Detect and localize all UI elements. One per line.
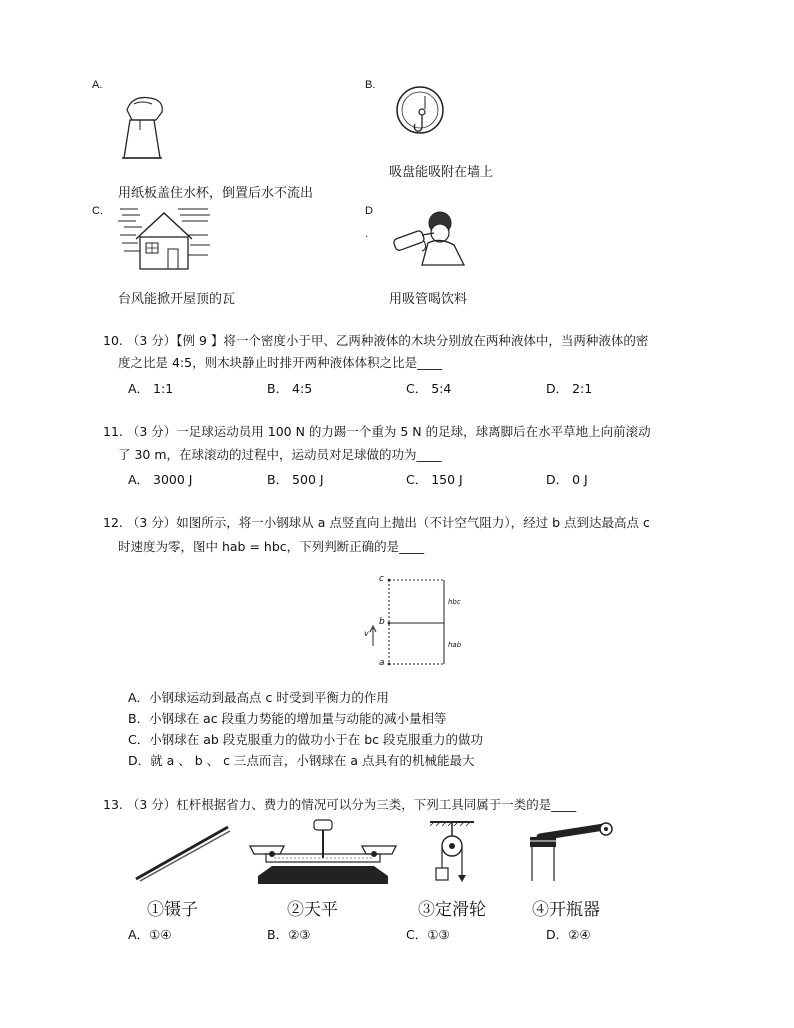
- balance-illustration: [244, 818, 404, 892]
- q11-option-b[interactable]: B． 500 J: [267, 472, 324, 487]
- point-b-label: b: [379, 617, 385, 627]
- tweezers-illustration: [130, 823, 236, 885]
- inverted-cup-illustration: [112, 90, 172, 162]
- point-c-label: c: [379, 574, 384, 584]
- option-a-caption: 用纸板盖住水杯，倒置后水不流出: [118, 186, 314, 201]
- q11-option-d[interactable]: D． 0 J: [546, 472, 588, 487]
- q10-text-line1: 10. （3 分）【例 9 】将一个密度小于甲、乙两种液体的木块分别放在两种液体中，当两种液体的密: [103, 333, 649, 348]
- fixed-pulley-illustration: [428, 820, 478, 886]
- q12-figure: [360, 574, 470, 670]
- suction-cup-illustration: [395, 82, 445, 142]
- bottle-opener-illustration: [520, 823, 620, 885]
- q10-option-b[interactable]: B． 4:5: [267, 381, 313, 396]
- q12-text-line2: 时速度为零，图中 hab = hbc，下列判断正确的是____: [118, 539, 425, 554]
- q13-text-line1: 13. （3 分）杠杆根据省力、费力的情况可以分为三类，下列工具同属于一类的是____: [103, 797, 577, 812]
- q13-options: [0, 925, 794, 943]
- q10-options: [0, 379, 794, 397]
- point-a-label: a: [379, 658, 385, 668]
- q12-text-line1: 12. （3 分）如图所示，将一小钢球从 a 点竖直向上抛出（不计空气阻力），经过 b 点到达最高点 c: [103, 515, 650, 530]
- drinking-straw-illustration: [388, 205, 478, 270]
- q12-option-a[interactable]: A．小钢球运动到最高点 c 时受到平衡力的作用: [128, 690, 389, 705]
- option-b-letter: B.: [365, 79, 376, 91]
- q10-option-d[interactable]: D． 2:1: [546, 381, 593, 396]
- q11-text-line2: 了 30 m，在球滚动的过程中，运动员对足球做的功为____: [118, 447, 442, 462]
- option-c-caption: 台风能掀开屋顶的瓦: [118, 292, 236, 307]
- velocity-label: v: [364, 629, 369, 638]
- tool-label-tweezers: ①镊子: [147, 900, 198, 920]
- q11-option-c[interactable]: C． 150 J: [406, 472, 463, 487]
- ball-trajectory-diagram: [360, 574, 470, 670]
- hbc-label: hbc: [448, 598, 461, 606]
- option-b-caption: 吸盘能吸附在墙上: [389, 165, 494, 180]
- option-c-letter: C.: [92, 205, 103, 217]
- tool-label-opener: ④开瓶器: [532, 900, 600, 920]
- q11-options: [0, 470, 794, 488]
- tool-label-pulley: ③定滑轮: [418, 900, 486, 920]
- q12-option-b[interactable]: B．小钢球在 ac 段重力势能的增加量与动能的减小量相等: [128, 711, 447, 726]
- option-d-letter: D: [365, 205, 373, 217]
- q10-option-a[interactable]: A． 1:1: [128, 381, 174, 396]
- hab-label: hab: [448, 641, 462, 649]
- q13-option-a[interactable]: A．①④: [128, 927, 172, 942]
- q11-option-a[interactable]: A． 3000 J: [128, 472, 193, 487]
- q12-option-c[interactable]: C．小钢球在 ab 段克服重力的做功小于在 bc 段克服重力的做功: [128, 732, 484, 747]
- option-d-caption: 用吸管喝饮料: [389, 292, 468, 307]
- q12-option-d[interactable]: D．就 a 、 b 、 c 三点而言，小钢球在 a 点具有的机械能最大: [128, 753, 475, 768]
- dot-mark: .: [365, 228, 369, 240]
- q10-text-line2: 度之比是 4:5，则木块静止时排开两种液体体积之比是____: [118, 355, 443, 370]
- option-a-letter: A.: [92, 79, 103, 91]
- q13-option-d[interactable]: D．②④: [546, 927, 591, 942]
- q13-option-c[interactable]: C．①③: [406, 927, 450, 942]
- q13-option-b[interactable]: B．②③: [267, 927, 311, 942]
- q10-option-c[interactable]: C． 5:4: [406, 381, 452, 396]
- tool-label-balance: ②天平: [287, 900, 338, 920]
- q11-text-line1: 11. （3 分）一足球运动员用 100 N 的力踢一个重为 5 N 的足球，球离脚后在水平草地上向前滚动: [103, 424, 651, 439]
- typhoon-house-illustration: [118, 205, 213, 273]
